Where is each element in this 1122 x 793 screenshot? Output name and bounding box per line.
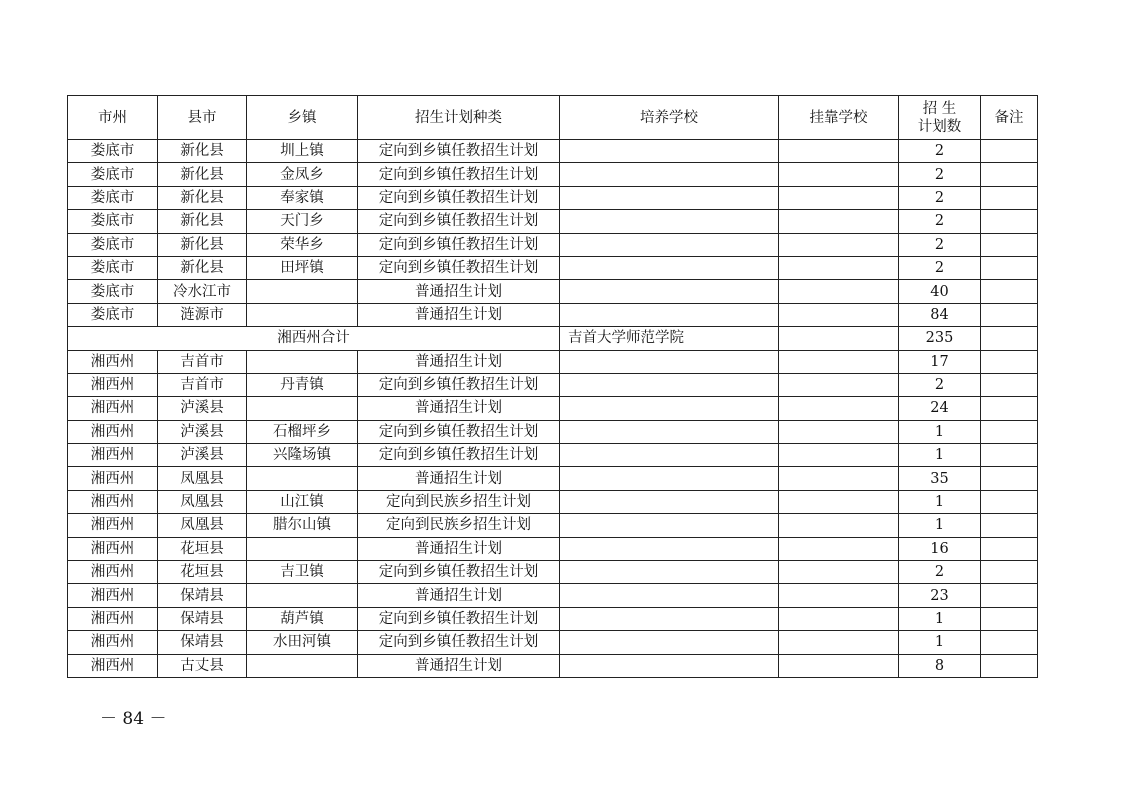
table-row: [68, 350, 1038, 373]
cell-town: 奉家镇: [247, 186, 358, 209]
table-row: [68, 654, 1038, 677]
cell-plan-type: 定向到乡镇任教招生计划: [358, 444, 560, 467]
cell-school: [560, 490, 779, 513]
cell-town: 山江镇: [247, 490, 358, 513]
cell-school: [560, 140, 779, 163]
cell-city: 娄底市: [68, 140, 158, 163]
table-row: [68, 163, 1038, 186]
cell-town: [247, 397, 358, 420]
cell-plan-type: 定向到乡镇任教招生计划: [358, 607, 560, 630]
cell-note: [981, 280, 1038, 303]
subtotal-note: [981, 327, 1038, 350]
cell-affiliate: [779, 163, 899, 186]
cell-note: [981, 233, 1038, 256]
subtotal-count: 235: [899, 327, 981, 350]
cell-count: 1: [899, 490, 981, 513]
cell-city: 湘西州: [68, 373, 158, 396]
cell-town: 圳上镇: [247, 140, 358, 163]
cell-count: 1: [899, 444, 981, 467]
cell-plan-type: 普通招生计划: [358, 303, 560, 326]
cell-count: 2: [899, 140, 981, 163]
table-body-subtotal: [68, 327, 1038, 350]
cell-county: 泸溪县: [158, 444, 247, 467]
cell-school: [560, 186, 779, 209]
cell-count: 2: [899, 256, 981, 279]
cell-school: [560, 303, 779, 326]
cell-town: [247, 654, 358, 677]
cell-city: 娄底市: [68, 233, 158, 256]
subtotal-label: 湘西州合计: [68, 327, 560, 350]
cell-town: 天门乡: [247, 210, 358, 233]
cell-town: 兴隆场镇: [247, 444, 358, 467]
cell-city: 娄底市: [68, 210, 158, 233]
cell-note: [981, 163, 1038, 186]
cell-note: [981, 490, 1038, 513]
cell-count: 17: [899, 350, 981, 373]
cell-school: [560, 607, 779, 630]
cell-note: [981, 561, 1038, 584]
cell-count: 1: [899, 607, 981, 630]
cell-affiliate: [779, 537, 899, 560]
table-row: [68, 303, 1038, 326]
cell-count: 1: [899, 420, 981, 443]
cell-note: [981, 607, 1038, 630]
cell-city: 湘西州: [68, 631, 158, 654]
header-note: 备注: [981, 96, 1038, 140]
cell-county: 凤凰县: [158, 467, 247, 490]
cell-note: [981, 303, 1038, 326]
cell-county: 古丈县: [158, 654, 247, 677]
cell-note: [981, 514, 1038, 537]
cell-affiliate: [779, 420, 899, 443]
cell-count: 2: [899, 186, 981, 209]
cell-county: 新化县: [158, 233, 247, 256]
cell-affiliate: [779, 607, 899, 630]
cell-plan-type: 普通招生计划: [358, 397, 560, 420]
cell-affiliate: [779, 631, 899, 654]
cell-affiliate: [779, 233, 899, 256]
table-row: [68, 561, 1038, 584]
cell-note: [981, 537, 1038, 560]
cell-affiliate: [779, 350, 899, 373]
header-count: [899, 96, 981, 140]
cell-count: 24: [899, 397, 981, 420]
cell-city: 湘西州: [68, 561, 158, 584]
cell-affiliate: [779, 280, 899, 303]
cell-note: [981, 631, 1038, 654]
cell-plan-type: 定向到乡镇任教招生计划: [358, 561, 560, 584]
cell-town: [247, 280, 358, 303]
cell-city: 湘西州: [68, 654, 158, 677]
cell-school: [560, 467, 779, 490]
table-row: [68, 607, 1038, 630]
cell-school: [560, 561, 779, 584]
cell-plan-type: 普通招生计划: [358, 654, 560, 677]
cell-note: [981, 350, 1038, 373]
table-row: [68, 280, 1038, 303]
cell-town: [247, 467, 358, 490]
cell-plan-type: 定向到乡镇任教招生计划: [358, 420, 560, 443]
cell-city: 娄底市: [68, 303, 158, 326]
cell-school: [560, 280, 779, 303]
cell-affiliate: [779, 584, 899, 607]
cell-county: 保靖县: [158, 584, 247, 607]
header-row: [68, 96, 1038, 140]
table-row: [68, 537, 1038, 560]
cell-city: 湘西州: [68, 514, 158, 537]
cell-affiliate: [779, 467, 899, 490]
cell-affiliate: [779, 444, 899, 467]
cell-county: 泸溪县: [158, 420, 247, 443]
table-row: [68, 140, 1038, 163]
cell-town: 石榴坪乡: [247, 420, 358, 443]
table-row: [68, 373, 1038, 396]
cell-note: [981, 420, 1038, 443]
cell-county: 冷水江市: [158, 280, 247, 303]
cell-county: 花垣县: [158, 537, 247, 560]
subtotal-school: 吉首大学师范学院: [560, 327, 779, 350]
cell-note: [981, 140, 1038, 163]
cell-count: 2: [899, 210, 981, 233]
cell-note: [981, 210, 1038, 233]
cell-school: [560, 350, 779, 373]
cell-town: 水田河镇: [247, 631, 358, 654]
cell-note: [981, 584, 1038, 607]
cell-school: [560, 163, 779, 186]
cell-note: [981, 397, 1038, 420]
cell-school: [560, 210, 779, 233]
table-row: [68, 420, 1038, 443]
cell-plan-type: 定向到乡镇任教招生计划: [358, 210, 560, 233]
cell-county: 泸溪县: [158, 397, 247, 420]
table-row: [68, 490, 1038, 513]
cell-county: 新化县: [158, 210, 247, 233]
cell-county: 涟源市: [158, 303, 247, 326]
cell-plan-type: 定向到乡镇任教招生计划: [358, 631, 560, 654]
cell-town: 葫芦镇: [247, 607, 358, 630]
table-row: [68, 631, 1038, 654]
table-row: [68, 584, 1038, 607]
table-row: [68, 210, 1038, 233]
cell-city: 湘西州: [68, 537, 158, 560]
cell-city: 湘西州: [68, 467, 158, 490]
header-city: 市州: [68, 96, 158, 140]
cell-count: 8: [899, 654, 981, 677]
cell-county: 新化县: [158, 256, 247, 279]
table-row: [68, 514, 1038, 537]
cell-note: [981, 467, 1038, 490]
cell-city: 湘西州: [68, 397, 158, 420]
cell-plan-type: 普通招生计划: [358, 584, 560, 607]
cell-plan-type: 定向到民族乡招生计划: [358, 514, 560, 537]
cell-affiliate: [779, 561, 899, 584]
cell-count: 1: [899, 631, 981, 654]
cell-plan-type: 普通招生计划: [358, 537, 560, 560]
cell-town: [247, 350, 358, 373]
cell-school: [560, 537, 779, 560]
cell-county: 保靖县: [158, 607, 247, 630]
cell-count: 23: [899, 584, 981, 607]
cell-affiliate: [779, 303, 899, 326]
cell-count: 2: [899, 163, 981, 186]
cell-town: 丹青镇: [247, 373, 358, 396]
cell-town: 腊尔山镇: [247, 514, 358, 537]
cell-city: 湘西州: [68, 350, 158, 373]
subtotal-affiliate: [779, 327, 899, 350]
cell-note: [981, 256, 1038, 279]
cell-city: 湘西州: [68, 444, 158, 467]
cell-town: [247, 584, 358, 607]
header-affiliate: 挂靠学校: [779, 96, 899, 140]
cell-affiliate: [779, 210, 899, 233]
cell-city: 娄底市: [68, 280, 158, 303]
cell-town: [247, 303, 358, 326]
cell-affiliate: [779, 490, 899, 513]
cell-school: [560, 654, 779, 677]
cell-county: 凤凰县: [158, 490, 247, 513]
header-town: 乡镇: [247, 96, 358, 140]
header-plan-type: 招生计划种类: [358, 96, 560, 140]
cell-school: [560, 397, 779, 420]
cell-plan-type: 普通招生计划: [358, 467, 560, 490]
cell-school: [560, 444, 779, 467]
cell-count: 40: [899, 280, 981, 303]
table-row: [68, 397, 1038, 420]
cell-county: 吉首市: [158, 373, 247, 396]
cell-county: 吉首市: [158, 350, 247, 373]
table-row: [68, 444, 1038, 467]
cell-count: 16: [899, 537, 981, 560]
table-row: [68, 256, 1038, 279]
cell-affiliate: [779, 397, 899, 420]
cell-city: 湘西州: [68, 584, 158, 607]
cell-plan-type: 定向到乡镇任教招生计划: [358, 140, 560, 163]
cell-city: 湘西州: [68, 420, 158, 443]
header-school: 培养学校: [560, 96, 779, 140]
cell-plan-type: 普通招生计划: [358, 350, 560, 373]
cell-plan-type: 定向到乡镇任教招生计划: [358, 256, 560, 279]
header-county: 县市: [158, 96, 247, 140]
cell-school: [560, 373, 779, 396]
cell-count: 84: [899, 303, 981, 326]
cell-county: 保靖县: [158, 631, 247, 654]
cell-school: [560, 256, 779, 279]
subtotal-row: [68, 327, 1038, 350]
table-body-loudi: [68, 140, 1038, 327]
cell-affiliate: [779, 256, 899, 279]
cell-town: 金凤乡: [247, 163, 358, 186]
cell-town: 荣华乡: [247, 233, 358, 256]
cell-plan-type: 定向到乡镇任教招生计划: [358, 233, 560, 256]
cell-count: 2: [899, 233, 981, 256]
header-count-line1: 招 生: [922, 100, 957, 117]
table-row: [68, 467, 1038, 490]
cell-city: 娄底市: [68, 186, 158, 209]
cell-plan-type: 定向到乡镇任教招生计划: [358, 373, 560, 396]
cell-county: 花垣县: [158, 561, 247, 584]
table-body-xiangxi: [68, 350, 1038, 677]
cell-count: 2: [899, 561, 981, 584]
cell-note: [981, 373, 1038, 396]
cell-school: [560, 233, 779, 256]
cell-note: [981, 654, 1038, 677]
cell-note: [981, 444, 1038, 467]
cell-count: 35: [899, 467, 981, 490]
cell-plan-type: 普通招生计划: [358, 280, 560, 303]
table-row: [68, 233, 1038, 256]
cell-school: [560, 584, 779, 607]
table-row: [68, 186, 1038, 209]
cell-county: 凤凰县: [158, 514, 247, 537]
cell-affiliate: [779, 140, 899, 163]
enrollment-plan-table: [67, 95, 1038, 678]
cell-plan-type: 定向到乡镇任教招生计划: [358, 186, 560, 209]
cell-county: 新化县: [158, 186, 247, 209]
cell-plan-type: 定向到乡镇任教招生计划: [358, 163, 560, 186]
cell-note: [981, 186, 1038, 209]
cell-city: 湘西州: [68, 607, 158, 630]
cell-city: 湘西州: [68, 490, 158, 513]
cell-city: 娄底市: [68, 256, 158, 279]
header-count-line2: 计划数: [917, 118, 962, 135]
cell-county: 新化县: [158, 163, 247, 186]
cell-count: 2: [899, 373, 981, 396]
cell-town: 田坪镇: [247, 256, 358, 279]
cell-town: [247, 537, 358, 560]
cell-town: 吉卫镇: [247, 561, 358, 584]
cell-school: [560, 631, 779, 654]
cell-affiliate: [779, 514, 899, 537]
cell-city: 娄底市: [68, 163, 158, 186]
cell-affiliate: [779, 373, 899, 396]
page-number: － 84 －: [100, 709, 167, 729]
cell-affiliate: [779, 654, 899, 677]
cell-school: [560, 514, 779, 537]
cell-count: 1: [899, 514, 981, 537]
cell-school: [560, 420, 779, 443]
cell-affiliate: [779, 186, 899, 209]
cell-plan-type: 定向到民族乡招生计划: [358, 490, 560, 513]
cell-county: 新化县: [158, 140, 247, 163]
